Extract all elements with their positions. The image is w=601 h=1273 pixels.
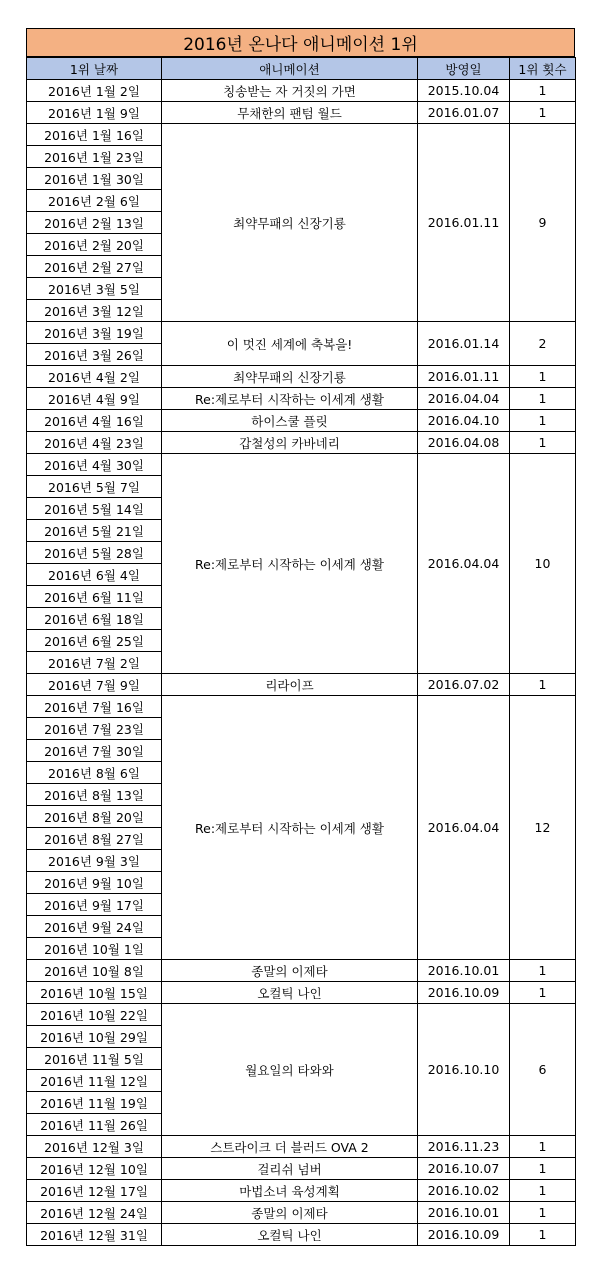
anime-title-cell: 하이스쿨 플릿 (162, 410, 418, 432)
anime-title-cell: Re:제로부터 시작하는 이세계 생활 (162, 388, 418, 410)
rank-date-cell: 2016년 8월 27일 (27, 828, 162, 850)
rank-count-cell: 1 (510, 388, 576, 410)
rank-date-cell: 2016년 12월 10일 (27, 1158, 162, 1180)
table-row (27, 696, 576, 718)
table-row (27, 1158, 576, 1180)
air-date-cell: 2016.01.11 (418, 124, 510, 322)
rank-date-cell: 2016년 9월 3일 (27, 850, 162, 872)
table-row (27, 1224, 576, 1246)
air-date-cell: 2016.04.04 (418, 454, 510, 674)
air-date-cell: 2016.04.10 (418, 410, 510, 432)
air-date-cell: 2016.04.04 (418, 696, 510, 960)
table-row (27, 432, 576, 454)
table-row (27, 960, 576, 982)
table-body (27, 80, 576, 1246)
rank-date-cell: 2016년 4월 9일 (27, 388, 162, 410)
rank-date-cell: 2016년 3월 12일 (27, 300, 162, 322)
air-date-cell: 2016.10.09 (418, 982, 510, 1004)
header-air-date: 방영일 (418, 58, 510, 80)
rank-count-cell: 1 (510, 960, 576, 982)
rank-count-cell: 1 (510, 80, 576, 102)
air-date-cell: 2016.07.02 (418, 674, 510, 696)
ranking-sheet (26, 28, 575, 1246)
anime-title-cell: 종말의 이제타 (162, 1202, 418, 1224)
table-row (27, 366, 576, 388)
rank-count-cell: 1 (510, 1224, 576, 1246)
table-row (27, 454, 576, 476)
rank-date-cell: 2016년 7월 23일 (27, 718, 162, 740)
rank-count-cell: 1 (510, 102, 576, 124)
air-date-cell: 2016.04.04 (418, 388, 510, 410)
header-row (27, 58, 576, 80)
table-row (27, 674, 576, 696)
rank-count-cell: 1 (510, 1202, 576, 1224)
rank-date-cell: 2016년 3월 26일 (27, 344, 162, 366)
rank-date-cell: 2016년 9월 17일 (27, 894, 162, 916)
rank-count-cell: 1 (510, 1180, 576, 1202)
anime-title-cell: Re:제로부터 시작하는 이세계 생활 (162, 454, 418, 674)
table-row (27, 1004, 576, 1026)
rank-date-cell: 2016년 4월 2일 (27, 366, 162, 388)
rank-date-cell: 2016년 7월 2일 (27, 652, 162, 674)
anime-title-cell: 리라이프 (162, 674, 418, 696)
table-row (27, 1180, 576, 1202)
table-row (27, 982, 576, 1004)
rank-date-cell: 2016년 1월 9일 (27, 102, 162, 124)
rank-date-cell: 2016년 5월 28일 (27, 542, 162, 564)
rank-count-cell: 9 (510, 124, 576, 322)
rank-date-cell: 2016년 5월 7일 (27, 476, 162, 498)
rank-date-cell: 2016년 8월 13일 (27, 784, 162, 806)
rank-date-cell: 2016년 10월 15일 (27, 982, 162, 1004)
rank-date-cell: 2016년 7월 30일 (27, 740, 162, 762)
table-row (27, 102, 576, 124)
air-date-cell: 2016.10.01 (418, 1202, 510, 1224)
anime-title-cell: 마법소녀 육성계획 (162, 1180, 418, 1202)
anime-title-cell: 칭송받는 자 거짓의 가면 (162, 80, 418, 102)
rank-date-cell: 2016년 12월 31일 (27, 1224, 162, 1246)
rank-date-cell: 2016년 12월 17일 (27, 1180, 162, 1202)
rank-date-cell: 2016년 5월 21일 (27, 520, 162, 542)
rank-date-cell: 2016년 11월 12일 (27, 1070, 162, 1092)
rank-date-cell: 2016년 8월 6일 (27, 762, 162, 784)
rank-count-cell: 1 (510, 674, 576, 696)
table-row (27, 388, 576, 410)
rank-date-cell: 2016년 3월 5일 (27, 278, 162, 300)
rank-date-cell: 2016년 12월 3일 (27, 1136, 162, 1158)
rank-date-cell: 2016년 12월 24일 (27, 1202, 162, 1224)
air-date-cell: 2016.10.10 (418, 1004, 510, 1136)
rank-date-cell: 2016년 2월 6일 (27, 190, 162, 212)
rank-date-cell: 2016년 8월 20일 (27, 806, 162, 828)
rank-count-cell: 12 (510, 696, 576, 960)
rank-date-cell: 2016년 11월 19일 (27, 1092, 162, 1114)
ranking-table (26, 57, 576, 1246)
rank-count-cell: 1 (510, 410, 576, 432)
air-date-cell: 2016.10.07 (418, 1158, 510, 1180)
rank-count-cell: 1 (510, 366, 576, 388)
air-date-cell: 2016.01.07 (418, 102, 510, 124)
table-row (27, 1202, 576, 1224)
rank-date-cell: 2016년 10월 8일 (27, 960, 162, 982)
anime-title-cell: 오컬틱 나인 (162, 982, 418, 1004)
air-date-cell: 2015.10.04 (418, 80, 510, 102)
table-row (27, 410, 576, 432)
anime-title-cell: 오컬틱 나인 (162, 1224, 418, 1246)
rank-date-cell: 2016년 9월 24일 (27, 916, 162, 938)
table-row (27, 1136, 576, 1158)
rank-date-cell: 2016년 6월 18일 (27, 608, 162, 630)
air-date-cell: 2016.11.23 (418, 1136, 510, 1158)
rank-count-cell: 10 (510, 454, 576, 674)
rank-date-cell: 2016년 7월 16일 (27, 696, 162, 718)
rank-date-cell: 2016년 10월 1일 (27, 938, 162, 960)
anime-title-cell: 최약무패의 신장기룡 (162, 124, 418, 322)
rank-count-cell: 1 (510, 432, 576, 454)
rank-date-cell: 2016년 4월 16일 (27, 410, 162, 432)
rank-count-cell: 1 (510, 1136, 576, 1158)
rank-date-cell: 2016년 9월 10일 (27, 872, 162, 894)
rank-count-cell: 6 (510, 1004, 576, 1136)
rank-date-cell: 2016년 6월 4일 (27, 564, 162, 586)
table-row (27, 80, 576, 102)
table-row (27, 124, 576, 146)
rank-date-cell: 2016년 5월 14일 (27, 498, 162, 520)
rank-count-cell: 1 (510, 982, 576, 1004)
sheet-title: 2016년 온나다 애니메이션 1위 (26, 28, 575, 57)
rank-date-cell: 2016년 1월 2일 (27, 80, 162, 102)
header-anime: 애니메이션 (162, 58, 418, 80)
air-date-cell: 2016.01.11 (418, 366, 510, 388)
air-date-cell: 2016.04.08 (418, 432, 510, 454)
air-date-cell: 2016.10.02 (418, 1180, 510, 1202)
anime-title-cell: 스트라이크 더 블러드 OVA 2 (162, 1136, 418, 1158)
anime-title-cell: 월요일의 타와와 (162, 1004, 418, 1136)
rank-date-cell: 2016년 6월 25일 (27, 630, 162, 652)
rank-date-cell: 2016년 2월 20일 (27, 234, 162, 256)
rank-date-cell: 2016년 11월 26일 (27, 1114, 162, 1136)
rank-date-cell: 2016년 1월 30일 (27, 168, 162, 190)
rank-date-cell: 2016년 4월 30일 (27, 454, 162, 476)
header-count: 1위 횟수 (510, 58, 576, 80)
anime-title-cell: 이 멋진 세계에 축복을! (162, 322, 418, 366)
header-date: 1위 날짜 (27, 58, 162, 80)
anime-title-cell: Re:제로부터 시작하는 이세계 생활 (162, 696, 418, 960)
rank-count-cell: 1 (510, 1158, 576, 1180)
rank-count-cell: 2 (510, 322, 576, 366)
anime-title-cell: 최약무패의 신장기룡 (162, 366, 418, 388)
anime-title-cell: 걸리쉬 넘버 (162, 1158, 418, 1180)
rank-date-cell: 2016년 3월 19일 (27, 322, 162, 344)
air-date-cell: 2016.01.14 (418, 322, 510, 366)
rank-date-cell: 2016년 1월 23일 (27, 146, 162, 168)
rank-date-cell: 2016년 2월 27일 (27, 256, 162, 278)
rank-date-cell: 2016년 6월 11일 (27, 586, 162, 608)
anime-title-cell: 종말의 이제타 (162, 960, 418, 982)
anime-title-cell: 무채한의 팬텀 월드 (162, 102, 418, 124)
rank-date-cell: 2016년 11월 5일 (27, 1048, 162, 1070)
rank-date-cell: 2016년 2월 13일 (27, 212, 162, 234)
air-date-cell: 2016.10.01 (418, 960, 510, 982)
rank-date-cell: 2016년 4월 23일 (27, 432, 162, 454)
table-row (27, 322, 576, 344)
rank-date-cell: 2016년 7월 9일 (27, 674, 162, 696)
rank-date-cell: 2016년 10월 29일 (27, 1026, 162, 1048)
anime-title-cell: 갑철성의 카바네리 (162, 432, 418, 454)
air-date-cell: 2016.10.09 (418, 1224, 510, 1246)
rank-date-cell: 2016년 1월 16일 (27, 124, 162, 146)
rank-date-cell: 2016년 10월 22일 (27, 1004, 162, 1026)
